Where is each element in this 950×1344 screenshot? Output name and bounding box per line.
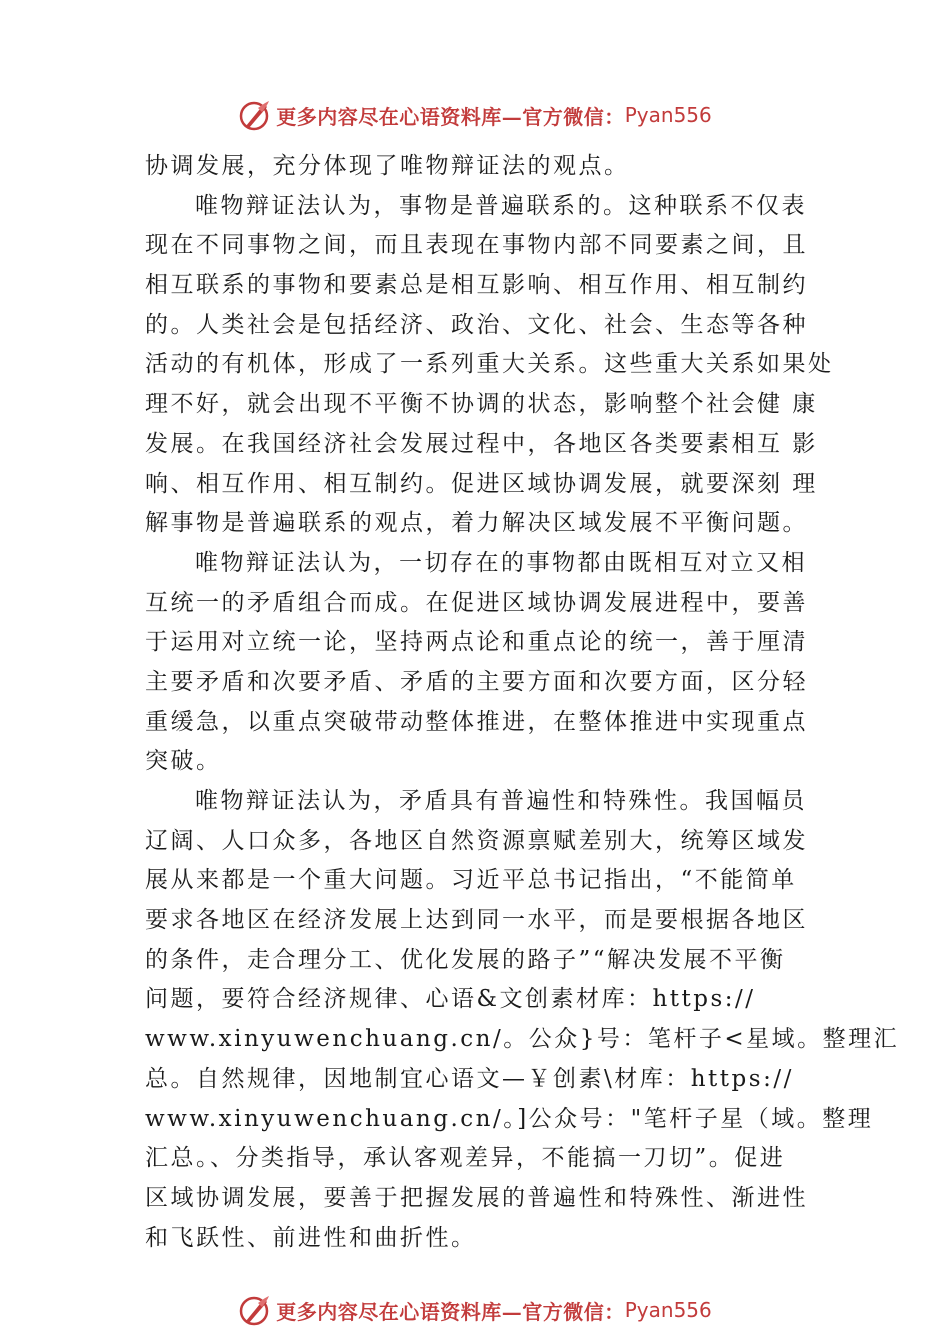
- text-line: 协调发展，充分体现了唯物辩证法的观点。: [145, 153, 630, 179]
- text-line: 的条件，走合理分工、优化发展的路子”“解决发展不平衡: [145, 946, 786, 973]
- text-line: 要求各地区在经济发展上达到同一水平，而是要根据各地区: [145, 907, 808, 934]
- text-line: 互统一的矛盾组合而成。在促进区域协调发展进程中，要善: [145, 589, 808, 616]
- header-banner-text: 更多内容尽在心语资料库—官方微信：: [276, 104, 625, 129]
- footer-banner: [0, 1290, 950, 1330]
- text-line: 理不好，就会出现不平衡不协调的状态，影响整个社会健 康: [145, 391, 818, 418]
- text-line: 活动的有机体，形成了一系列重大关系。这些重大关系如果处: [145, 351, 834, 378]
- text-line: 于运用对立统一论，坚持两点论和重点论的统一，善于厘清: [145, 629, 808, 656]
- text-line: 主要矛盾和次要矛盾、矛盾的主要方面和次要方面，区分轻: [145, 668, 808, 695]
- text-line: 和飞跃性、前进性和曲折性。: [145, 1224, 477, 1251]
- text-line: 响、相互作用、相互制约。促进区域协调发展，就要深刻 理: [145, 470, 818, 497]
- document-body: [145, 147, 900, 1258]
- text-line: 辽阔、人口众多，各地区自然资源禀赋差别大，统筹区域发: [145, 827, 808, 854]
- quill-logo-icon: [238, 98, 272, 132]
- text-line: 的。人类社会是包括经济、政治、文化、社会、生态等各种: [145, 311, 808, 338]
- text-line: 解事物是普遍联系的观点，着力解决区域发展不平衡问题。: [145, 510, 808, 537]
- text-line: 唯物辩证法认为，事物是普遍联系的。这种联系不仅表: [195, 192, 807, 219]
- header-banner: [0, 95, 950, 135]
- text-line: www.xinyuwenchuang.cn/。]公众号："笔杆子星（域。整理: [145, 1105, 874, 1132]
- text-line: 突破。: [145, 748, 222, 775]
- footer-contact: Pyan556: [624, 1298, 712, 1322]
- text-line: 唯物辩证法认为，矛盾具有普遍性和特殊性。我国幅员: [195, 788, 807, 814]
- text-line: 展从来都是一个重大问题。习近平总书记指出，“不能简单: [145, 867, 797, 894]
- text-line: 现在不同事物之间，而且表现在事物内部不同要素之间，且: [145, 232, 808, 259]
- footer-banner-text: 更多内容尽在心语资料库—官方微信：: [276, 1299, 625, 1324]
- text-line: www.xinyuwenchuang.cn/。公众}号：笔杆子<星域。整理汇: [145, 1026, 900, 1053]
- text-line: 问题，要符合经济规律、心语&文创素材库：https://: [145, 986, 756, 1013]
- text-line: 汇总。、分类指导，承认客观差异，不能搞一刀切”。促进: [145, 1145, 786, 1172]
- quill-logo-icon: [238, 1293, 272, 1327]
- text-line: 相互联系的事物和要素总是相互影响、相互作用、相互制约: [145, 272, 808, 299]
- text-line: 区域协调发展，要善于把握发展的普遍性和特殊性、渐进性: [145, 1184, 808, 1211]
- text-line: 总。自然规律，因地制宜心语文—￥创素\材库：https://: [145, 1065, 794, 1092]
- text-line: 重缓急，以重点突破带动整体推进，在整体推进中实现重点: [145, 708, 808, 735]
- text-line: 唯物辩证法认为，一切存在的事物都由既相互对立又相: [195, 549, 807, 576]
- header-contact: Pyan556: [624, 103, 712, 127]
- text-line: 发展。在我国经济社会发展过程中，各地区各类要素相互 影: [145, 430, 818, 457]
